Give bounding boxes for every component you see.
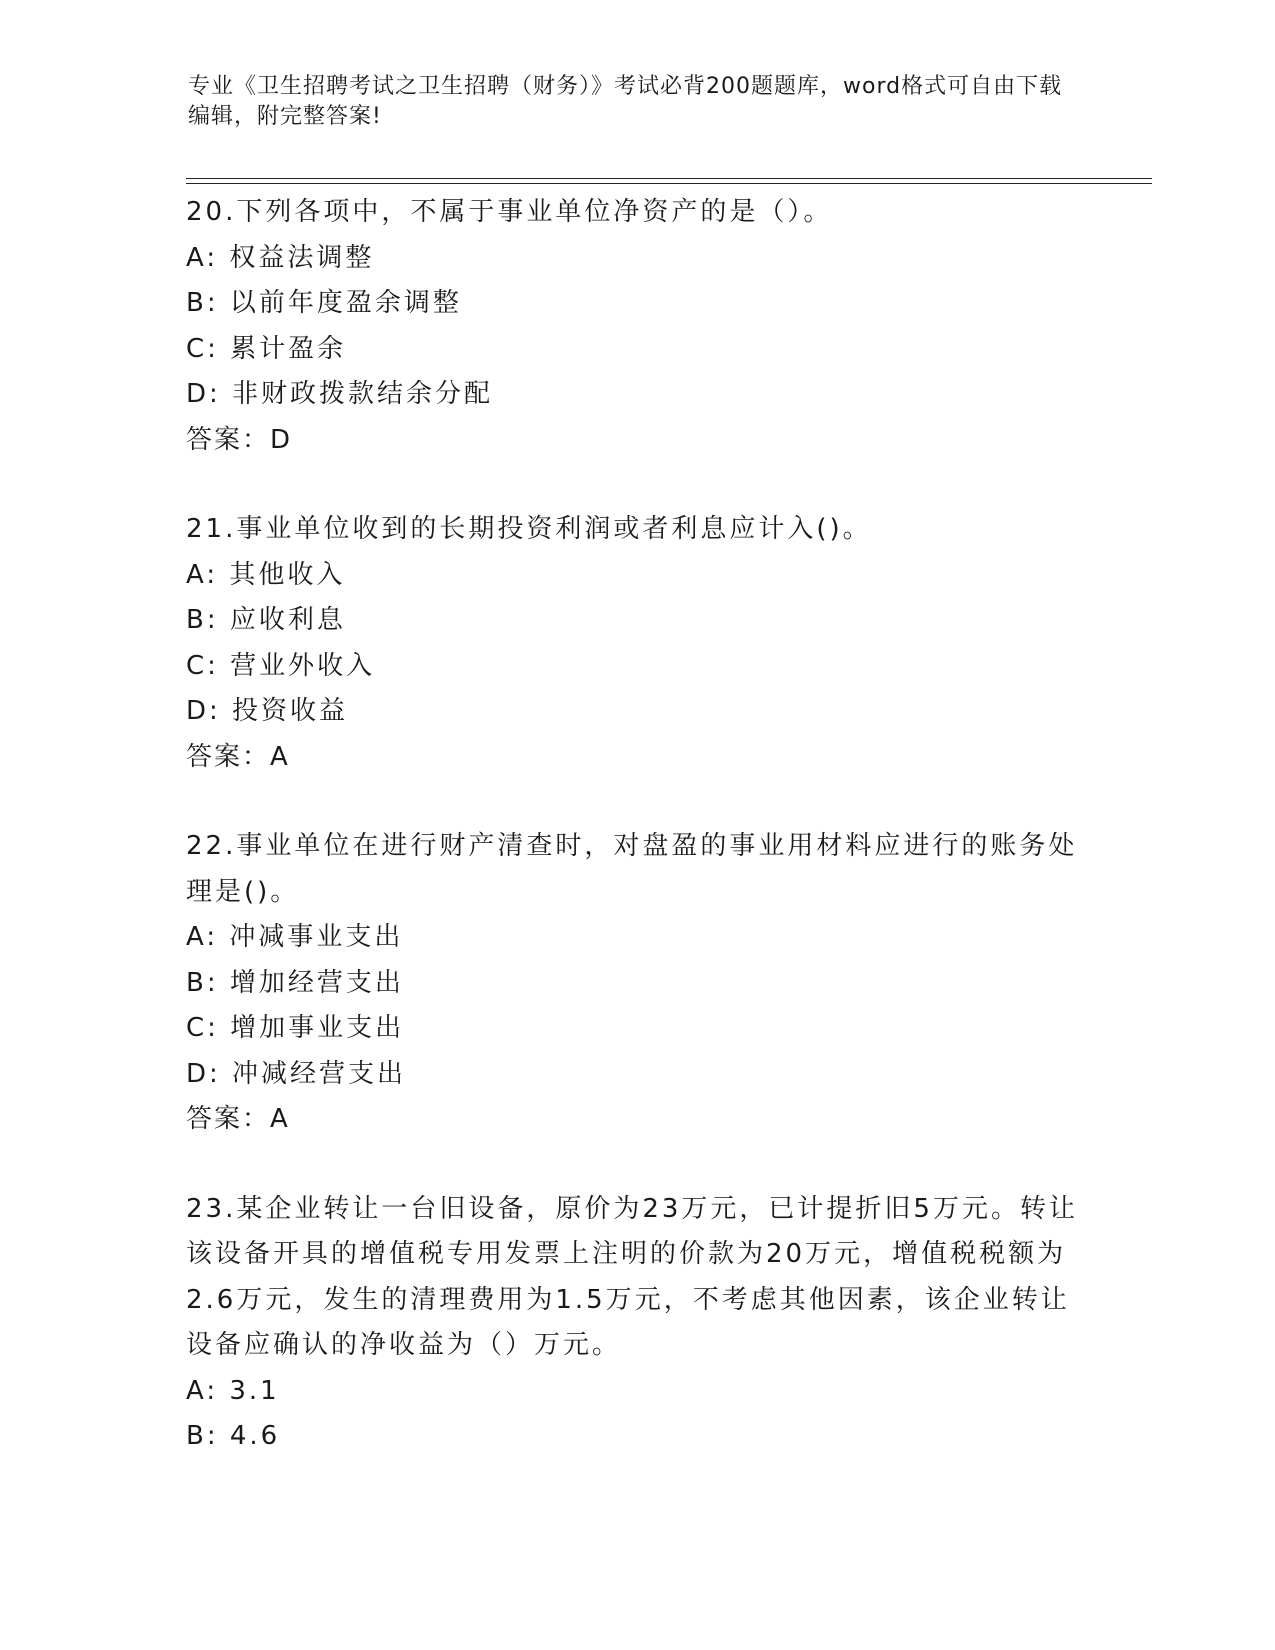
header-divider-bottom [186,183,1152,184]
option-d: D: 冲减经营支出 [186,1058,407,1089]
document-header [188,72,1068,132]
spacer [186,780,1086,824]
option-a: A: 冲减事业支出 [186,922,404,952]
option-b: B: 4.6 [186,1421,281,1451]
option-c: C: 累计盈余 [186,333,347,364]
question-23 [186,1187,1086,1460]
option-a: A: 权益法调整 [186,242,375,273]
option-b: B: 应收利息 [186,605,346,635]
question-list [186,190,1086,1460]
question-22 [186,824,1086,1143]
question-stem: 20.下列各项中，不属于事业单位净资产的是（）。 [186,197,833,227]
option-a: A: 其他收入 [186,559,346,590]
question-stem: 23.某企业转让一台旧设备，原价为23万元，已计提折旧5万元。转让该设备开具的增值税专用发票上注明的价款为20万元，增值税税额为2.6万元，发生的清理费用为1.5万元，不考虑其他因素，该企业转让设备应确认的净收益为（）万元。 [186,1193,1078,1360]
option-c: C: 增加事业支出 [186,1013,405,1043]
spacer [186,463,1086,507]
header-divider-top [186,178,1152,179]
option-d: D: 非财政拨款结余分配 [186,379,494,409]
question-20 [186,190,1086,463]
option-b: B: 以前年度盈余调整 [186,288,462,318]
option-a: A: 3.1 [186,1375,280,1406]
answer: 答案：A [186,741,290,772]
option-b: B: 增加经营支出 [186,967,404,998]
header-title: 专业《卫生招聘考试之卫生招聘（财务）》考试必背200题题库，word格式可自由下载编辑，附完整答案! [188,74,1063,129]
option-d: D: 投资收益 [186,696,349,726]
answer: 答案：A [186,1104,290,1134]
option-c: C: 营业外收入 [186,650,376,681]
answer: 答案：D [186,424,293,455]
question-stem: 22.事业单位在进行财产清查时，对盘盈的事业用材料应进行的账务处理是()。 [186,831,1078,907]
question-21 [186,507,1086,780]
question-stem: 21.事业单位收到的长期投资利润或者利息应计入()。 [186,514,872,544]
spacer [186,1143,1086,1187]
